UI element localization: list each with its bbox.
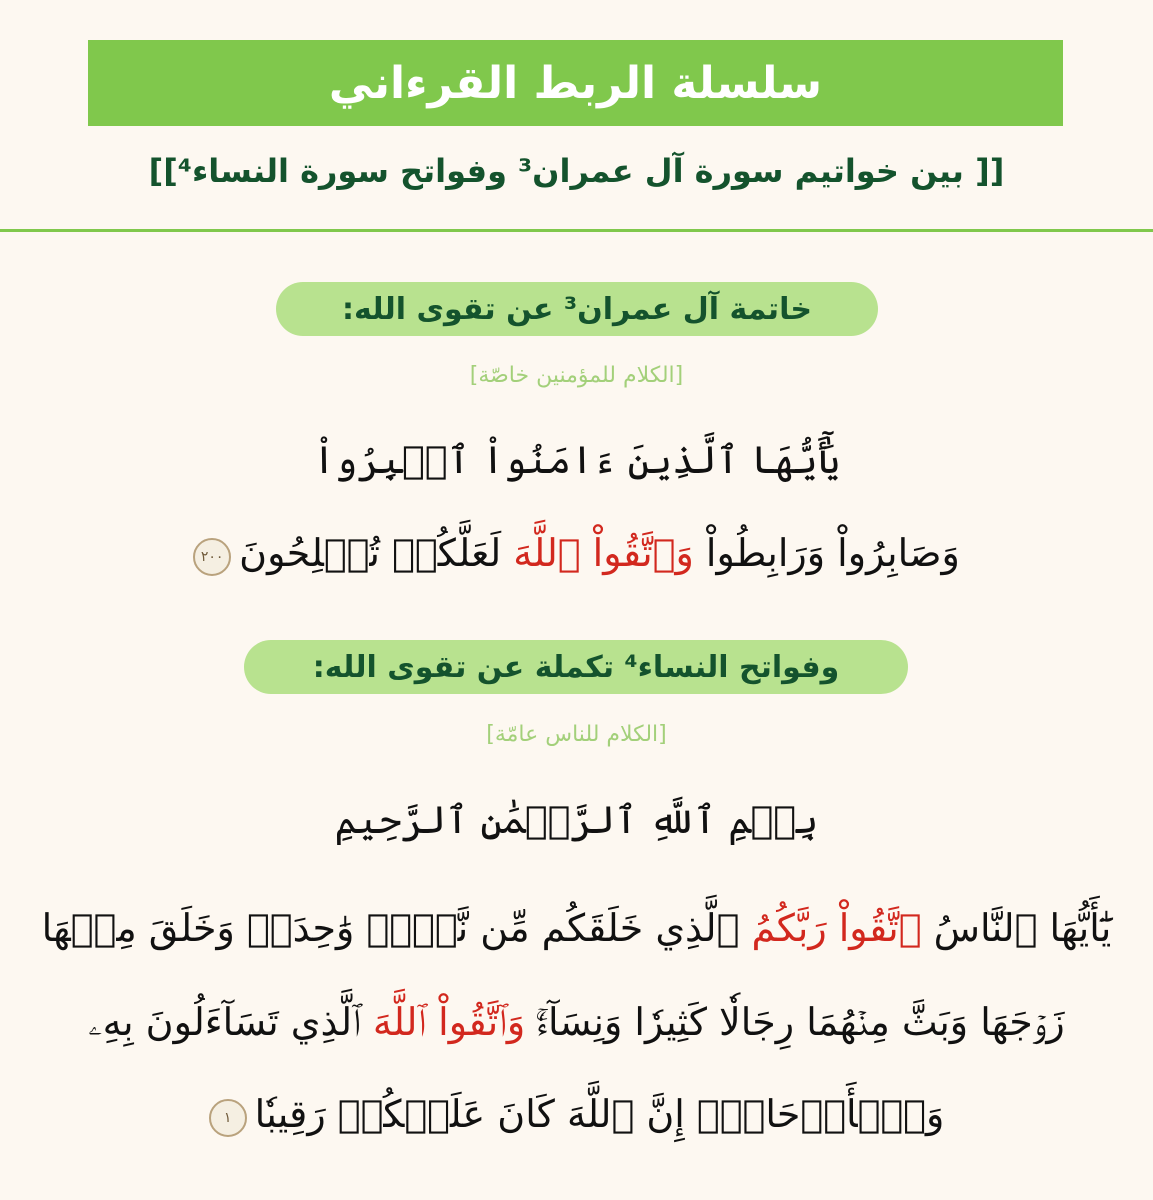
verse-text: وَٱلۡأَرۡحَامَۚ إِنَّ ٱللَّهَ كَانَ عَلَيۡكُمۡ رَقِيبٗا [254, 1092, 945, 1136]
basmala: بِسۡمِ ٱللَّهِ ٱلرَّحۡمَٰنِ ٱلرَّحِيمِ [334, 798, 819, 842]
verse-text: وَصَابِرُواْ وَرَابِطُواْ [693, 531, 960, 575]
verse-line [0, 1086, 1153, 1142]
verse-text: زَوۡجَهَا وَبَثَّ مِنۡهُمَا رِجَالٗا كَثِيرٗا وَنِسَآءٗۚ [525, 1000, 1065, 1044]
series-title: سلسلة الربط القرءاني [328, 57, 823, 109]
audience-note-people: [الكلام للناس عامّة] [486, 722, 667, 747]
verse-text: يَٰٓأَيُّهَا ٱلنَّاسُ [921, 906, 1112, 950]
section-heading-al-nisa [244, 640, 908, 694]
audience-note-believers: [الكلام للمؤمنين خاصّة] [469, 363, 684, 388]
verse-highlight: ٱتَّقُواْ رَبَّكُمُ [751, 906, 922, 950]
section-heading-al-imran [276, 282, 878, 336]
verse-line [0, 900, 1153, 956]
subtitle: [[ بين خواتيم سورة آل عمران³ وفواتح سورة النساء⁴]] [148, 152, 1005, 190]
section-divider [0, 229, 1153, 232]
series-title-banner [88, 40, 1063, 126]
ayah-number-marker: ٢٠٠ [193, 538, 231, 576]
ayah-number-marker: ١ [209, 1099, 247, 1137]
verse-line [0, 432, 1153, 488]
verse-line [0, 994, 1153, 1050]
verse-text: ٱلَّذِي تَسَآءَلُونَ بِهِۦ [88, 1000, 373, 1044]
verse-highlight: وَٱتَّقُواْ ٱللَّهَ [372, 1000, 526, 1044]
verse-text: يَٰٓأَيُّهَا ٱلَّذِينَ ءَامَنُواْ ٱصۡبِرُواْ [312, 438, 841, 482]
verse-text: ٱلَّذِي خَلَقَكُم مِّن نَّفۡسٖ وَٰحِدَةٖ وَخَلَقَ مِنۡهَا [41, 906, 752, 950]
section-heading-label: وفواتح النساء⁴ تكملة عن تقوى الله: [312, 649, 840, 685]
verse-highlight: وَٱتَّقُواْ ٱللَّهَ [513, 531, 694, 575]
section-heading-label: خاتمة آل عمران³ عن تقوى الله: [342, 291, 812, 327]
verse-text: لَعَلَّكُمۡ تُفۡلِحُونَ [239, 531, 514, 575]
verse-line [0, 525, 1153, 581]
